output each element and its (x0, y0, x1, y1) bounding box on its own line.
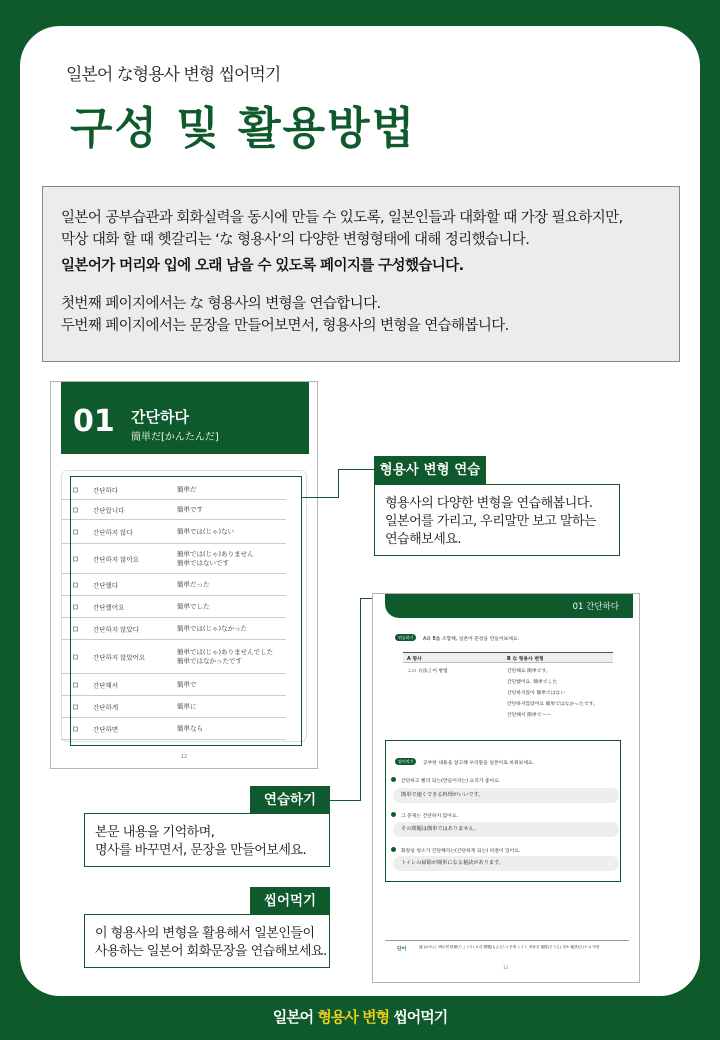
vocab-label: 단어 (397, 947, 407, 952)
label-practice: 연습하기 (250, 786, 330, 814)
japanese-form: 簡単では(じゃ)ない (177, 527, 235, 535)
description-line: 본문 내용을 기억하며, (95, 825, 215, 840)
description-line: 이 형용사의 변형을 활용해서 일본인들이 (95, 926, 315, 941)
question: 그 문제는 간단하지 않아요. (401, 814, 459, 819)
instruction: 공부한 내용을 참고해 우리말을 일본어로 바꿔보세요. (423, 761, 535, 766)
section-pill: 씹어먹기 (395, 758, 416, 765)
japanese-form: 簡単に (177, 702, 197, 710)
page-title: 구성 및 활용방법 (70, 103, 417, 154)
description-line: 형용사의 다양한 변형을 연습해봅니다. (385, 496, 593, 511)
table-cell: 간단했어요. 簡単でした (507, 680, 558, 685)
description-line: 연습해보세요. (385, 532, 461, 547)
korean-form: 간단하다 (93, 486, 119, 494)
korean-form: 간단했어요 (93, 603, 125, 611)
label-chew: 씹어먹기 (250, 887, 330, 915)
japanese-form: 簡単では(じゃ)ありませんでした 簡単ではなかったです (177, 647, 274, 665)
japanese-form: 簡単なら (177, 724, 203, 732)
connector-line (338, 469, 339, 498)
table-cell: 간단하지않았어요 簡単ではなかったです。 (507, 702, 598, 707)
japanese-form: 簡単では(じゃ)ありません 簡単ではないです (177, 549, 254, 567)
connector-line (360, 598, 361, 801)
korean-form: 간단하지 않다 (93, 528, 133, 536)
korean-form: 간단하지 않았어요 (93, 653, 146, 661)
korean-form: 간단합니다 (93, 506, 125, 514)
table-cell: 간단해요 簡単です。 (507, 669, 551, 674)
intro-line-bold: 일본어가 머리와 입에 오래 남을 수 있도록 페이지를 구성했습니다. (61, 258, 464, 274)
japanese-form: 簡単だった (177, 580, 210, 588)
japanese-form: 簡単でした (177, 602, 210, 610)
connector-line (360, 598, 372, 599)
description-line: 명사를 바꾸면서, 문장을 만들어보세요. (95, 843, 307, 858)
page-number: 12 (180, 754, 188, 760)
intro-line: 막상 대화 할 때 헷갈리는 ‘な 형용사’의 다양한 변형형태에 대해 정리했습니다. (61, 232, 530, 248)
korean-form: 간단하게 (93, 703, 119, 711)
answer-box: 簡単で速くできる料理がいいです。 (393, 788, 619, 803)
japanese-form: 簡単では(じゃ)なかった (177, 624, 248, 632)
description-line: 사용하는 일본어 회화문장을 연습해보세요. (95, 944, 327, 959)
sample-page-header (61, 382, 309, 454)
answer-box: トイレの掃除が簡単になる秘訣があります。 (393, 856, 619, 871)
table-cell: この 方法 | 이 방법 (407, 669, 448, 674)
intro-line: 두번째 페이지에서는 문장을 만들어보면서, 형용사의 변형을 연습해봅니다. (61, 318, 509, 334)
footer-text: 씹어먹기 (389, 1008, 448, 1026)
page-subtitle: 일본어 な형용사 변형 씹어먹기 (66, 65, 281, 85)
korean-form: 간단했다 (93, 581, 119, 589)
korean-form: 간단하지 않았다 (93, 625, 140, 633)
korean-form: 간단하지 않아요 (93, 555, 140, 563)
page-number: 13 (503, 965, 509, 970)
label-description (84, 914, 330, 968)
label-description (374, 484, 620, 556)
korean-form: 간단해서 (93, 681, 119, 689)
connector-line (330, 800, 360, 801)
highlight-frame (385, 740, 621, 882)
answer-box: その問題は簡単ではありません。 (393, 822, 619, 837)
table-cell: 간단해서 簡単で〜〜 (507, 713, 552, 718)
intro-box (42, 186, 680, 362)
vocab-footer (385, 940, 629, 941)
column-header: A 명사 (407, 657, 422, 662)
label-description (84, 813, 330, 867)
table-cell: 간단하지않아 簡単ではない (507, 691, 566, 696)
sample-page-header (385, 594, 633, 618)
description-line: 일본어를 가리고, 우리말만 보고 말하는 (385, 514, 597, 529)
japanese-form: 簡単で (177, 680, 197, 688)
footer-highlight: 형용사 변형 (317, 1008, 390, 1026)
column-header: B な 형용사 변형 (507, 657, 544, 662)
intro-line: 일본어 공부습관과 회화실력을 동시에 만들 수 있도록, 일본인들과 대화할 때 가장 필요하지만, (61, 210, 623, 226)
japanese-form: 簡単です (177, 505, 203, 513)
lesson-reading: 簡単だ[かんたんだ] (131, 432, 219, 443)
lesson-word: 간단하다 (131, 408, 189, 426)
question: 화장실 청소가 간단해지는(간단하게 되는) 비결이 있어요. (401, 849, 521, 854)
connector-line (338, 469, 374, 470)
footer-brand (0, 1006, 720, 1027)
japanese-form: 簡単だ (177, 485, 197, 493)
instruction: A와 B를 조합해, 일본어 문장을 만들어보세요. (423, 637, 520, 642)
korean-form: 간단하면 (93, 725, 119, 733)
connector-line (302, 497, 338, 498)
vocab-list: 速 (はや)く 빠르게 料理(りょうり) 요리 問題(もんだい) 문제 トイレ 화장실 掃除(そうじ) 청소 秘訣(ひけつ) 비결 (419, 945, 600, 949)
question: 간단하고 빨리 되는(만들어지는) 요리가 좋아요. (401, 779, 501, 784)
header-label: 01 간단하다 (572, 602, 619, 612)
intro-line: 첫번째 페이지에서는 な 형용사의 변형을 연습합니다. (61, 296, 381, 312)
label-conjugation-practice: 형용사 변형 연습 (374, 456, 486, 484)
lesson-number: 01 (73, 404, 115, 439)
footer-text: 일본어 (272, 1008, 318, 1026)
combine-table (403, 652, 613, 726)
section-pill: 연습하기 (395, 634, 416, 641)
highlight-frame (70, 476, 302, 746)
